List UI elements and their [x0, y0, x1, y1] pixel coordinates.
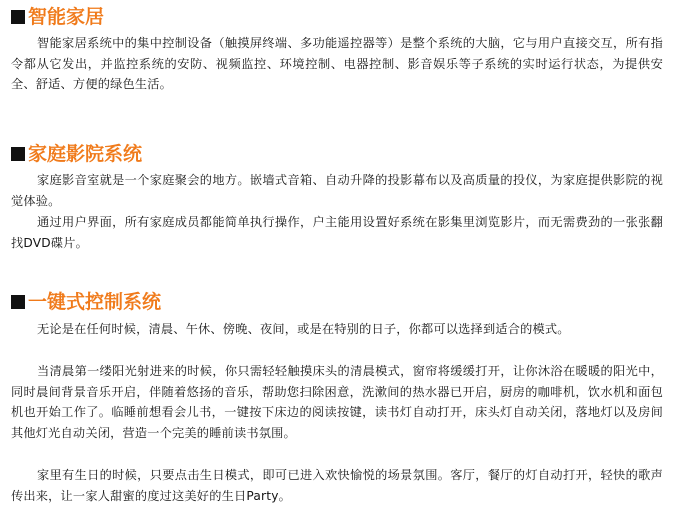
paragraph: 家里有生日的时候，只要点击生日模式，即可已进入欢快愉悦的场景氛围。客厅，餐厅的灯自动打开，轻快的歌声传出来，让一家人甜蜜的度过这美好的生日Party。 [11, 468, 663, 503]
paragraph: 当清晨第一缕阳光射进来的时候，你只需轻轻触摸床头的清晨模式，窗帘将缓缓打开，让你沐浴在暖暖的阳光中，同时晨间背景音乐开启，伴随着悠扬的音乐，帮助您扫除困意，洗漱间的热水器已开启，厨房的咖啡机，饮水机和面包机也开始工作了。临睡前想看会儿书，一键按下床边的阅读按键，读书灯自动打开，床头灯自动关闭，落地灯以及房间其他灯光自动关闭，营造一个完美的睡前读书氛围。 [11, 364, 663, 440]
paragraph: 无论是在任何时候，清晨、午休、傍晚、夜间，或是在特别的日子，你都可以选择到适合的模式。 [37, 322, 570, 336]
section-heading [11, 142, 142, 166]
square-bullet-icon [11, 147, 25, 161]
paragraph: 家庭影音室就是一个家庭聚会的地方。嵌墙式音箱、自动升降的投影幕布以及高质量的投仪，为家庭提供影院的视觉体验。 [11, 173, 663, 208]
square-bullet-icon [11, 295, 25, 309]
section-title: 家庭影院系统 [28, 143, 143, 165]
section-heading [11, 290, 161, 314]
section-title: 智能家居 [28, 6, 105, 28]
section-heading [11, 5, 104, 29]
paragraph: 智能家居系统中的集中控制设备（触摸屏终端、多功能遥控器等）是整个系统的大脑，它与用户直接交互，所有指令都从它发出，并监控系统的安防、视频监控、环境控制、电器控制、影音娱乐等子系统的实时运行状态，为提供安全、舒适、方便的绿色生活。 [11, 36, 663, 91]
section-title: 一键式控制系统 [28, 291, 162, 313]
square-bullet-icon [11, 10, 25, 24]
paragraph: 通过用户界面，所有家庭成员都能简单执行操作，户主能用设置好系统在影集里浏览影片，而无需费劲的一张张翻找DVD碟片。 [11, 215, 663, 250]
